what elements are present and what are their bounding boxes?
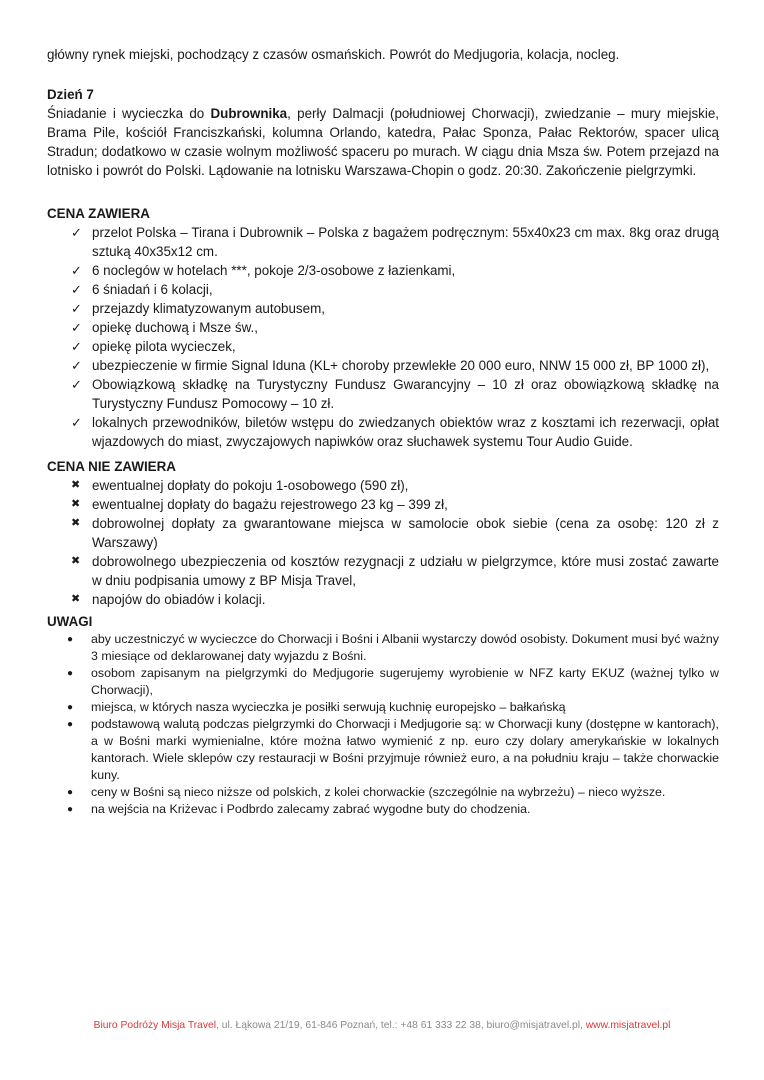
cross-icon: ✖ [71,517,81,529]
list-item-text: przelot Polska – Tirana i Dubrownik – Polska z bagażem podręcznym: 55x40x23 cm max. 8kg oraz drugą sztuką 40x35x12 cm. [92,225,719,259]
cross-icon: ✖ [71,555,81,567]
bullet-icon: ● [67,702,74,713]
list-item [47,476,719,495]
day-7-text-bold: Dubrownika [210,106,288,121]
day-7-title: Dzień 7 [47,87,94,102]
cena-zawiera-list [47,223,719,451]
list-item [47,318,719,337]
intro-paragraph: główny rynek miejski, pochodzący z czasów osmańskich. Powrót do Medjugoria, kolacja, nocleg. [47,47,620,62]
bullet-icon: ● [67,719,74,730]
list-item-text: Obowiązkową składkę na Turystyczny Fundusz Gwarancyjny – 10 zł oraz obowiązkową składkę na Turystyczny Fundusz Pomocowy – 10 zł. [92,377,719,411]
bullet-icon: ● [67,804,74,815]
cena-nie-zawiera-title: CENA NIE ZAWIERA [47,459,176,474]
list-item [47,590,719,609]
day-7-section [47,85,719,180]
check-icon: ✓ [71,282,82,297]
list-item-text: napojów do obiadów i kolacji. [92,592,266,607]
list-item [47,495,719,514]
list-item-text: lokalnych przewodników, biletów wstępu do zwiedzanych obiektów wraz z kosztami ich rezerwacji, opłat wjazdowych do miast, zwyczajowych napiwków oraz słuchawek systemu Tour Audio Guide. [92,415,719,449]
day-7-text-post: , perły Dalmacji (południowej Chorwacji), zwiedzanie – mury miejskie, Brama Pile, kościół Franciszkański, kolumna Orlando, katedra, Pałac Sponza, Pałac Rektorów, spacer ulicą Stradun; dodatkowo w czasie wolnym możliwość spaceru po murach. W ciągu dnia Msza św. Potem przejazd na lotnisko i powrót do Polski. Lądowanie na lotnisku Warszawa-Chopin o godz. 20:30. Zakończenie pielgrzymki. [47,106,719,178]
bullet-icon: ● [67,668,74,679]
cross-icon: ✖ [71,498,81,510]
footer-company: Biuro Podróży Misja Travel [93,1020,217,1031]
list-item-text: 6 noclegów w hotelach ***, pokoje 2/3-osobowe z łazienkami, [92,263,456,278]
list-item [47,801,719,818]
list-item [47,261,719,280]
list-item-text: dobrowolnej dopłaty za gwarantowane miejsca w samolocie obok siebie (cena za osobę: 120 zł z Warszawy) [92,516,719,550]
list-item-text: aby uczestniczyć w wycieczce do Chorwacji i Bośni i Albanii wystarczy dowód osobisty. Dokument musi być ważny 3 miesiące od deklarowanej daty wyjazdu z Bośni. [91,632,719,663]
list-item [47,356,719,375]
list-item [47,375,719,413]
cena-zawiera-title: CENA ZAWIERA [47,206,150,221]
uwagi-title: UWAGI [47,614,93,629]
day-7-text-pre: Śniadanie i wycieczka do [47,106,211,121]
list-item [47,699,719,716]
list-item [47,631,719,665]
list-item [47,665,719,699]
list-item-text: opiekę duchową i Msze św., [92,320,258,335]
list-item-text: miejsca, w których nasza wycieczka je posiłki serwują kuchnię europejsko – bałkańską [91,700,566,714]
cross-icon: ✖ [71,479,81,491]
footer-address: , ul. Łąkowa 21/19, 61-846 Poznań, tel.: +48 61 333 22 38, biuro@misjatravel.pl, [216,1020,586,1031]
list-item-text: ewentualnej dopłaty do pokoju 1-osobowego (590 zł), [92,478,409,493]
list-item [47,552,719,590]
check-icon: ✓ [71,358,82,373]
uwagi-section [47,612,719,818]
check-icon: ✓ [71,377,82,392]
uwagi-list [47,631,719,818]
list-item-text: opiekę pilota wycieczek, [92,339,236,354]
list-item [47,716,719,784]
cross-icon: ✖ [71,593,81,605]
list-item [47,784,719,801]
list-item-text: osobom zapisanym na pielgrzymki do Medjugorie sugerujemy wyrobienie w NFZ karty EKUZ (ważnej tylko w Chorwacji), [91,666,719,697]
check-icon: ✓ [71,415,82,430]
check-icon: ✓ [71,339,82,354]
check-icon: ✓ [71,301,82,316]
list-item-text: ceny w Bośni są nieco niższe od polskich, z kolei chorwackie (szczególnie na wybrzeżu) – nieco wyższe. [91,785,666,799]
bullet-icon: ● [67,787,74,798]
check-icon: ✓ [71,320,82,335]
list-item [47,299,719,318]
list-item-text: ubezpieczenie w firmie Signal Iduna (KL+ choroby przewlekłe 20 000 euro, NNW 15 000 zł, BP 1000 zł), [92,358,710,373]
bullet-icon: ● [67,634,74,645]
footer-website-link[interactable]: www.misjatravel.pl [585,1020,671,1031]
list-item [47,337,719,356]
check-icon: ✓ [71,263,82,278]
list-item-text: przejazdy klimatyzowanym autobusem, [92,301,325,316]
list-item [47,223,719,261]
list-item-text: podstawową walutą podczas pielgrzymki do Chorwacji i Medjugorie są: w Chorwacji kuny (dostępne w kantorach), a w Bośni marki wymienialne, które można łatwo wymienić z np. euro czy dolary amerykańskie w lokalnych kantorach. Wiele sklepów czy restauracji w Bośni przyjmuje również euro, a na południu kraju – także chorwackie kuny. [91,717,719,782]
check-icon: ✓ [71,225,82,240]
list-item [47,413,719,451]
day-7-description [47,104,719,180]
list-item [47,514,719,552]
list-item-text: na wejścia na Kriżevac i Podbrdo zalecamy zabrać wygodne buty do chodzenia. [91,802,531,816]
list-item-text: ewentualnej dopłaty do bagażu rejestrowego 23 kg – 399 zł, [92,497,448,512]
page-footer [0,1020,764,1031]
cena-nie-zawiera-list [47,476,719,609]
list-item [47,280,719,299]
cena-nie-zawiera-section [47,457,719,609]
list-item-text: 6 śniadań i 6 kolacji, [92,282,213,297]
cena-zawiera-section [47,204,719,451]
list-item-text: dobrowolnego ubezpieczenia od kosztów rezygnacji z udziału w pielgrzymce, które musi zostać zawarte w dniu podpisania umowy z BP Misja Travel, [92,554,719,588]
